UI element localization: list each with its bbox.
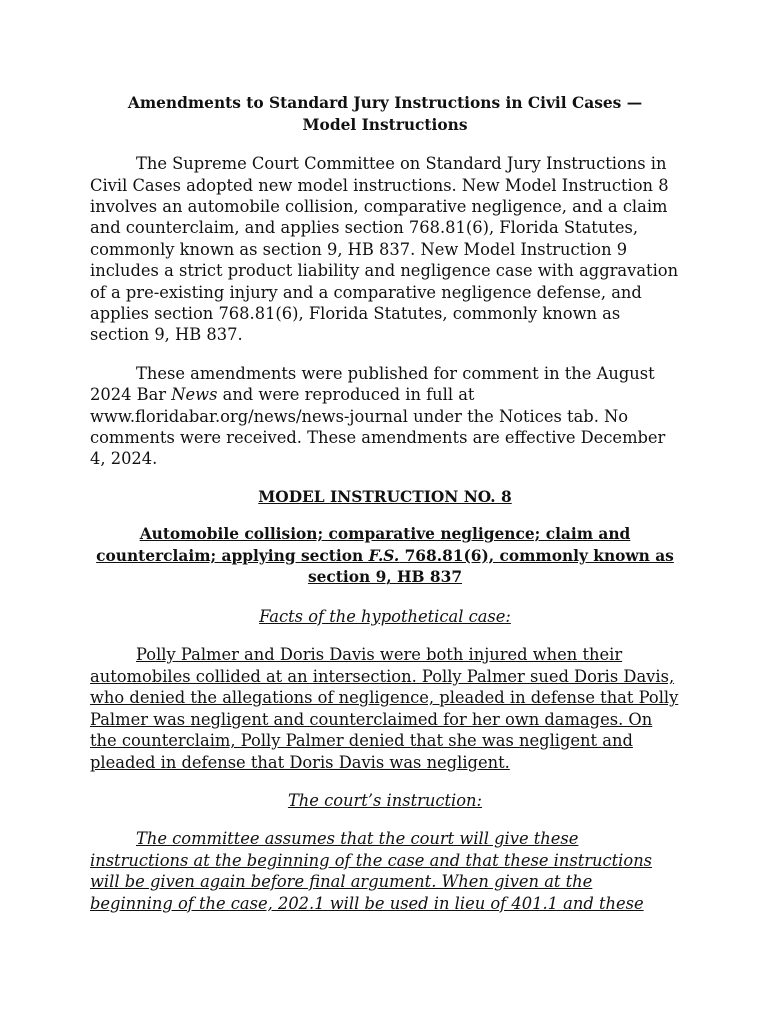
document-title <box>90 93 680 136</box>
subheading-text-italic: F.S. <box>368 546 400 565</box>
facts-heading: Facts of the hypothetical case: <box>259 607 511 627</box>
instruction-subheading <box>90 524 680 589</box>
document-title-line-2: Model Instructions <box>302 115 468 134</box>
publication-text-italic: News <box>171 385 218 405</box>
court-instruction-paragraph: The committee assumes that the court will give these instructions at the beginning of the case and that these instructions will be given again before final argument. When given at the beginning of the case, 202.1 will be used in lieu of 401.1 and these <box>90 829 653 913</box>
publication-paragraph <box>90 363 680 470</box>
subheading-text-end: 768.81(6), commonly known as section 9, HB 837 <box>307 546 674 587</box>
document-title-line-1: Amendments to Standard Jury Instructions in Civil Cases — <box>127 94 643 112</box>
intro-paragraph: The Supreme Court Committee on Standard Jury Instructions in Civil Cases adopted new model instructions. New Model Instruction 8 involves an automobile collision, comparative negligence, and a claim and counterclaim, and applies section 768.81(6), Florida Statutes, commonly known as section 9, HB 837. New Model Instruction 9 includes a strict product liability and negligence case with aggravation of a pre-existing injury and a comparative negligence defense, and applies section 768.81(6), Florida Statutes, commonly known as section 9, HB 837. <box>90 154 679 345</box>
facts-paragraph: Polly Palmer and Doris Davis were both injured when their automobiles collided at an intersection. Polly Palmer sued Doris Davis, who denied the allegations of negligence, pleaded in defense that Polly Palmer was negligent and counterclaimed for her own damages. On the counterclaim, Polly Palmer denied that she was negligent and pleaded in defense that Doris Davis was negligent. <box>90 645 679 772</box>
publication-text-start: These amendments were published for comment in the August 2024 Bar <box>90 363 655 405</box>
publication-text-end: and were reproduced in full at www.floridabar.org/news/news-journal under the Notices tab. No comments were received. These amendments are effective December 4, 2024. <box>90 385 666 469</box>
subheading-text-start: Automobile collision; comparative negligence; claim and counterclaim; applying section <box>96 525 631 565</box>
court-instruction-heading: The court’s instruction: <box>287 790 483 810</box>
instruction-heading: MODEL INSTRUCTION NO. 8 <box>258 487 512 506</box>
document-body <box>90 93 680 931</box>
